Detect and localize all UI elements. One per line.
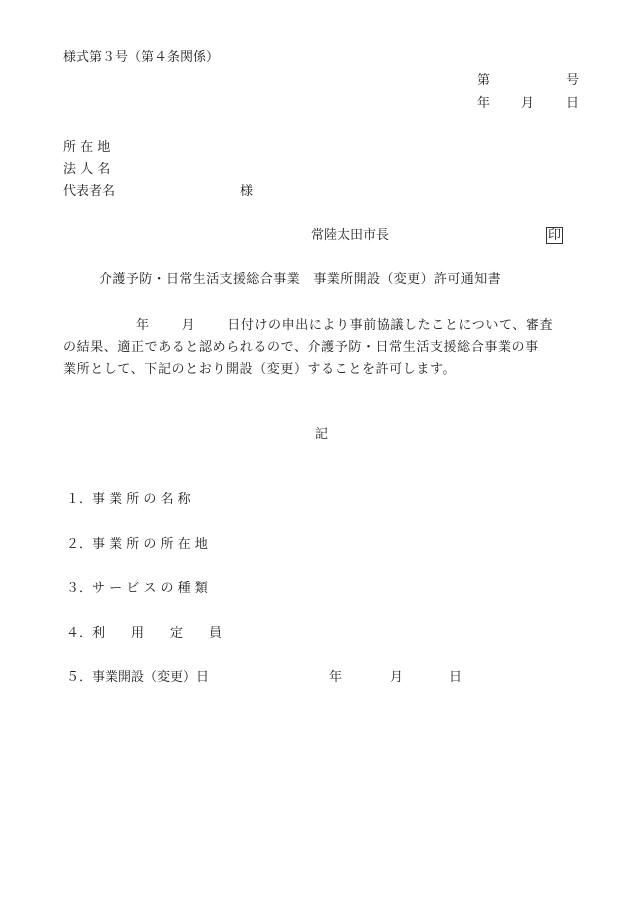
body-year: 年 [136,318,150,333]
opening-date-month: 月 [390,670,404,685]
opening-date-year: 年 [329,670,343,685]
body-line-1-rest: 日付けの申出により事前協議したことについて、審査 [227,318,554,333]
date-year: 年 [477,96,491,111]
address-label: 所 在 地 [63,140,111,155]
date-day: 日 [566,96,580,111]
doc-number-suffix: 号 [566,73,580,88]
body-line-2: の結果、適正であると認められるので、介護予防・日常生活支援総合事業の事 [63,340,539,355]
opening-date-day: 日 [449,670,463,685]
item-capacity: ４．利 用 定 員 [66,626,223,641]
body-paragraph [63,315,583,381]
ki-heading: 記 [315,427,329,442]
item-opening-date: ５．事業開設（変更）日 [66,670,210,685]
body-month: 月 [181,318,196,333]
seal-mark [546,227,563,244]
honorific: 様 [240,184,254,199]
document-title: 介護予防・日常生活支援総合事業 事業所開設（変更）許可通知書 [99,272,502,287]
body-line-3: 業所として、下記のとおり開設（変更）することを許可します。 [63,362,457,377]
doc-number-prefix: 第 [477,73,491,88]
seal-stamp-box: 印 [548,228,562,243]
item-service-type: ３．サ ー ビ ス の 種 類 [66,581,208,596]
date-month: 月 [521,96,535,111]
representative-label: 代表者名 [63,184,116,199]
corporation-label: 法 人 名 [63,162,111,177]
item-business-address: ２．事 業 所 の 所 在 地 [66,537,208,552]
form-number: 様式第３号（第４条関係） [63,50,220,65]
item-business-name: １．事 業 所 の 名 称 [66,492,191,507]
issuer-name: 常陸太田市長 [311,228,390,243]
body-line-1 [63,315,583,337]
